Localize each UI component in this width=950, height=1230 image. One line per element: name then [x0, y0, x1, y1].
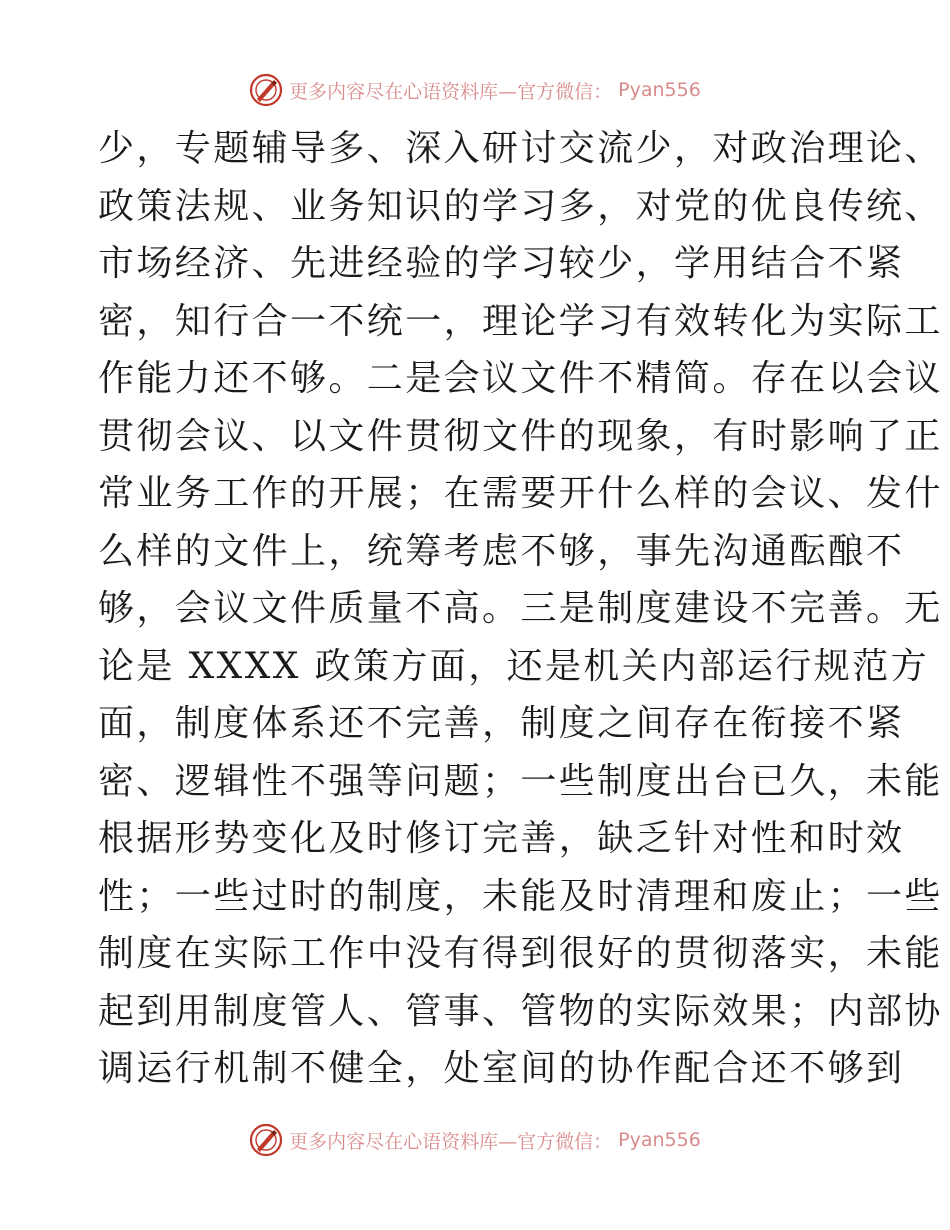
watermark-text: 更多内容尽在心语资料库—官方微信： — [289, 80, 613, 103]
watermark-text: 更多内容尽在心语资料库—官方微信： — [289, 1130, 613, 1153]
text-line: 密，知行合一不统一，理论学习有效转化为实际工 — [98, 300, 943, 342]
text-line: 贯彻会议、以文件贯彻文件的现象，有时影响了正 — [98, 415, 943, 457]
text-line: 么样的文件上，统筹考虑不够，事先沟通酝酿不 — [98, 530, 905, 572]
watermark-wechat-id: Pyan556 — [618, 79, 701, 101]
header-watermark — [0, 70, 950, 110]
red-pen-logo-icon — [249, 73, 283, 107]
text-line: 调运行机制不健全，处室间的协作配合还不够到 — [98, 1048, 905, 1089]
text-line: 政策法规、业务知识的学习多，对党的优良传统、 — [98, 185, 943, 227]
text-line: 常业务工作的开展；在需要开什么样的会议、发什 — [98, 473, 943, 514]
watermark-wechat-id: Pyan556 — [618, 1129, 701, 1151]
text-line: 面，制度体系还不完善，制度之间存在衔接不紧 — [98, 703, 905, 744]
text-line: 根据形势变化及时修订完善，缺乏针对性和时效 — [98, 818, 905, 859]
text-line: 市场经济、先进经验的学习较少，学用结合不紧 — [98, 243, 905, 284]
text-line: 起到用制度管人、管事、管物的实际效果；内部协 — [98, 990, 943, 1032]
text-line: 制度在实际工作中没有得到很好的贯彻落实，未能 — [98, 933, 943, 974]
document-body — [98, 120, 943, 1098]
text-line: 论是 XXXX 政策方面，还是机关内部运行规范方 — [98, 645, 930, 687]
text-line: 够，会议文件质量不高。三是制度建设不完善。无 — [98, 588, 943, 629]
text-line: 密、逻辑性不强等问题；一些制度出台已久，未能 — [98, 760, 943, 802]
text-line: 少，专题辅导多、深入研讨交流少，对政治理论、 — [98, 128, 943, 169]
text-line: 作能力还不够。二是会议文件不精简。存在以会议 — [98, 358, 943, 399]
red-pen-logo-icon — [249, 1123, 283, 1157]
text-line: 性；一些过时的制度，未能及时清理和废止；一些 — [98, 875, 943, 917]
footer-watermark — [0, 1120, 950, 1160]
